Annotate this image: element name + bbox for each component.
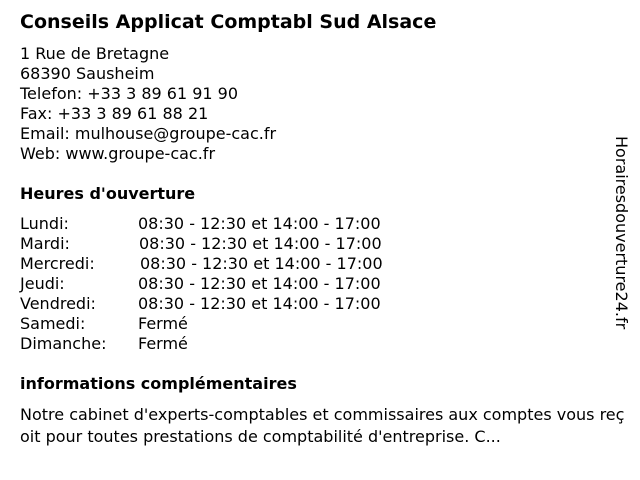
contact-block [20,44,276,164]
additional-info-text: Notre cabinet d'experts-comptables et commissaires aux comptes vous reçoit pour toutes prestations de comptabilité d'entreprise. C... [20,405,625,446]
day-hours: 08:30 - 12:30 et 14:00 - 17:00 [138,294,381,313]
phone-number: Telefon: +33 3 89 61 91 90 [20,84,239,103]
business-name: Conseils Applicat Comptabl Sud Alsace [20,11,437,33]
day-label: Mardi: [20,234,70,253]
watermark-text: Horairesdouverture24.fr [612,136,631,330]
day-label: Samedi: [20,314,86,333]
day-label: Vendredi: [20,294,96,313]
address-street: 1 Rue de Bretagne [20,44,170,63]
email-address: Email: mulhouse@groupe-cac.fr [20,124,277,143]
website: Web: www.groupe-cac.fr [20,144,216,163]
day-hours: 08:30 - 12:30 et 14:00 - 17:00 [139,234,382,253]
day-label: Mercredi: [20,254,95,273]
additional-info-heading: informations complémentaires [20,374,297,393]
opening-hours-heading: Heures d'ouverture [20,184,196,203]
day-hours: Fermé [138,334,188,353]
day-hours: Fermé [138,314,188,333]
day-hours: 08:30 - 12:30 et 14:00 - 17:00 [140,254,383,273]
day-label: Dimanche: [20,334,107,353]
day-hours: 08:30 - 12:30 et 14:00 - 17:00 [138,274,381,293]
day-hours: 08:30 - 12:30 et 14:00 - 17:00 [138,214,381,233]
day-label: Jeudi: [20,274,65,293]
site-watermark [611,136,631,346]
address-city: 68390 Sausheim [20,64,155,83]
day-label: Lundi: [20,214,69,233]
fax-number: Fax: +33 3 89 61 88 21 [20,104,209,123]
